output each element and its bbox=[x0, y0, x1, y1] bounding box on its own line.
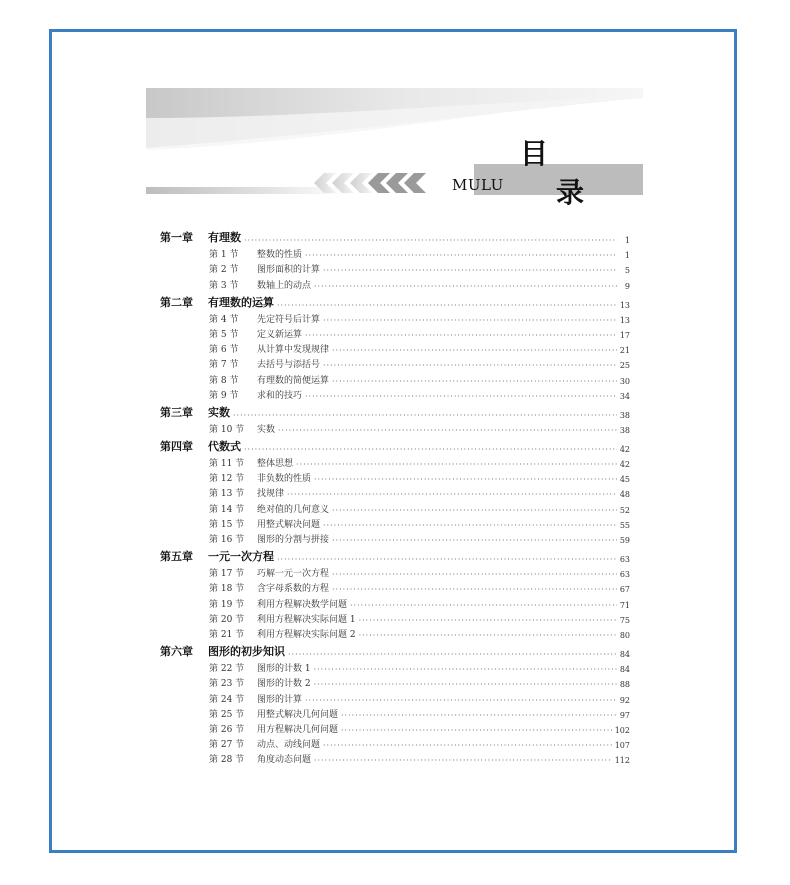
dot-leader bbox=[277, 555, 617, 564]
section-title: 找规律 bbox=[257, 489, 285, 500]
section-page-number: 38 bbox=[619, 425, 630, 435]
dot-leader bbox=[244, 445, 617, 454]
title-pinyin: MULU bbox=[452, 176, 504, 194]
section-number: 第 3 节 bbox=[209, 280, 239, 291]
dot-leader bbox=[314, 756, 612, 765]
section-title: 动点、动线问题 bbox=[257, 740, 321, 751]
section-page-number: 71 bbox=[619, 600, 630, 610]
section-page-number: 42 bbox=[619, 460, 630, 470]
toc-section-row[interactable] bbox=[160, 720, 630, 735]
section-title: 图形的计算 bbox=[257, 694, 303, 705]
section-number: 第 18 节 bbox=[209, 584, 245, 595]
chapter-title: 有理数 bbox=[208, 231, 241, 244]
section-number: 第 28 节 bbox=[209, 755, 245, 766]
section-title: 求和的技巧 bbox=[257, 390, 303, 401]
section-title: 有理数的简便运算 bbox=[257, 375, 330, 386]
section-title: 定义新运算 bbox=[257, 329, 303, 340]
section-title: 图形的计数 1 bbox=[257, 664, 311, 675]
toc-section-row[interactable] bbox=[160, 515, 630, 530]
section-number: 第 22 节 bbox=[209, 664, 245, 675]
chapter-number: 第三章 bbox=[160, 405, 193, 419]
section-number: 第 15 节 bbox=[209, 519, 245, 530]
toc-section-row[interactable] bbox=[160, 484, 630, 499]
section-page-number: 52 bbox=[619, 505, 630, 515]
section-page-number: 97 bbox=[619, 710, 630, 720]
dot-leader bbox=[332, 536, 617, 545]
chapter-number: 第四章 bbox=[160, 439, 193, 453]
section-number: 第 19 节 bbox=[209, 599, 245, 610]
toc-chapter-row[interactable] bbox=[160, 436, 630, 454]
section-title: 利用方程解决数学问题 bbox=[257, 599, 348, 610]
section-number: 第 2 节 bbox=[209, 265, 239, 276]
dot-leader bbox=[350, 601, 617, 610]
section-page-number: 84 bbox=[619, 665, 630, 675]
section-page-number: 30 bbox=[619, 376, 630, 386]
chapter-page-number: 42 bbox=[619, 444, 630, 454]
section-title: 巧解一元一次方程 bbox=[257, 569, 330, 580]
dot-leader bbox=[359, 616, 617, 625]
section-number: 第 21 节 bbox=[209, 629, 245, 640]
section-title: 图形面积的计算 bbox=[257, 265, 321, 276]
section-title: 用整式解决问题 bbox=[257, 519, 321, 530]
dot-leader bbox=[332, 346, 617, 355]
section-number: 第 24 节 bbox=[209, 694, 245, 705]
toc-section-row[interactable] bbox=[160, 275, 630, 290]
toc-section-row[interactable] bbox=[160, 705, 630, 720]
section-page-number: 9 bbox=[624, 281, 630, 291]
section-page-number: 63 bbox=[619, 570, 630, 580]
section-title: 实数 bbox=[257, 424, 276, 435]
section-title: 整体思想 bbox=[257, 459, 294, 470]
section-number: 第 16 节 bbox=[209, 535, 245, 545]
section-number: 第 6 节 bbox=[209, 345, 239, 356]
section-number: 第 27 节 bbox=[209, 740, 245, 751]
toc-section-row[interactable] bbox=[160, 310, 630, 325]
toc-chapter-row[interactable] bbox=[160, 292, 630, 310]
toc-section-row[interactable] bbox=[160, 689, 630, 704]
section-title: 从计算中发现规律 bbox=[257, 345, 330, 356]
toc-section-row[interactable] bbox=[160, 355, 630, 370]
section-title: 图形的计数 2 bbox=[257, 679, 311, 690]
title-char-mu: 目 bbox=[520, 137, 549, 170]
dot-leader bbox=[288, 650, 617, 659]
dot-leader bbox=[332, 585, 617, 594]
toc-section-row[interactable] bbox=[160, 386, 630, 401]
section-number: 第 14 节 bbox=[209, 504, 245, 515]
dot-leader bbox=[341, 711, 617, 720]
section-title: 角度动态问题 bbox=[257, 755, 312, 766]
dot-leader bbox=[287, 490, 617, 499]
section-number: 第 4 节 bbox=[209, 314, 239, 325]
toc-section-row[interactable] bbox=[160, 454, 630, 469]
section-page-number: 34 bbox=[619, 391, 630, 401]
dot-leader bbox=[278, 426, 617, 435]
toc-section-row[interactable] bbox=[160, 469, 630, 484]
toc-section-row[interactable] bbox=[160, 499, 630, 514]
section-page-number: 5 bbox=[624, 266, 630, 276]
section-title: 先定符号后计算 bbox=[257, 314, 321, 325]
dot-leader bbox=[314, 680, 617, 689]
section-number: 第 5 节 bbox=[209, 329, 239, 340]
section-page-number: 112 bbox=[614, 756, 630, 766]
section-number: 第 8 节 bbox=[209, 375, 239, 386]
toc-section-row[interactable] bbox=[160, 245, 630, 260]
dot-leader bbox=[314, 665, 617, 674]
section-number: 第 10 节 bbox=[209, 424, 245, 435]
chapter-page-number: 13 bbox=[619, 300, 630, 310]
dot-leader bbox=[359, 631, 617, 640]
toc-section-row[interactable] bbox=[160, 579, 630, 594]
dot-leader bbox=[323, 266, 617, 275]
toc-chapter-row[interactable] bbox=[160, 641, 630, 659]
dot-leader bbox=[305, 696, 617, 705]
section-page-number: 59 bbox=[619, 536, 630, 545]
section-title: 用整式解决几何问题 bbox=[257, 709, 339, 720]
toc-section-row[interactable] bbox=[160, 340, 630, 355]
section-number: 第 11 节 bbox=[209, 459, 245, 470]
chapter-page-number: 63 bbox=[619, 555, 630, 564]
section-page-number: 75 bbox=[619, 615, 630, 625]
section-page-number: 88 bbox=[619, 680, 630, 690]
toc-chapter-row[interactable] bbox=[160, 227, 630, 245]
chapter-page-number: 84 bbox=[619, 649, 630, 659]
toc-section-row[interactable] bbox=[160, 260, 630, 275]
toc-section-row[interactable] bbox=[160, 659, 630, 674]
section-page-number: 92 bbox=[619, 695, 630, 705]
section-title: 利用方程解决实际问题 1 bbox=[257, 614, 356, 625]
chapter-title: 实数 bbox=[208, 405, 230, 419]
chapter-number: 第二章 bbox=[160, 295, 193, 309]
section-title: 图形的分割与拼接 bbox=[257, 535, 330, 545]
section-page-number: 13 bbox=[619, 315, 630, 325]
dot-leader bbox=[323, 316, 617, 325]
dot-leader bbox=[332, 570, 617, 579]
section-page-number: 25 bbox=[619, 361, 630, 371]
chapter-title: 一元一次方程 bbox=[208, 550, 274, 563]
section-title: 含字母系数的方程 bbox=[257, 584, 330, 595]
title-char-lu: 录 bbox=[556, 176, 585, 209]
section-number: 第 26 节 bbox=[209, 724, 245, 735]
section-page-number: 17 bbox=[619, 330, 630, 340]
section-page-number: 1 bbox=[624, 251, 630, 261]
dot-leader bbox=[323, 741, 612, 750]
dot-leader bbox=[323, 521, 617, 530]
dot-leader bbox=[341, 726, 612, 735]
chapter-title: 代数式 bbox=[208, 439, 241, 453]
chapter-title: 有理数的运算 bbox=[208, 295, 274, 309]
section-page-number: 45 bbox=[619, 475, 630, 485]
section-title: 绝对值的几何意义 bbox=[257, 504, 330, 515]
dot-leader bbox=[314, 282, 617, 291]
dot-leader bbox=[332, 377, 617, 386]
chapter-page-number: 38 bbox=[619, 410, 630, 420]
section-page-number: 21 bbox=[619, 346, 630, 356]
section-number: 第 9 节 bbox=[209, 390, 239, 401]
toc-section-row[interactable] bbox=[160, 610, 630, 625]
section-number: 第 1 节 bbox=[209, 250, 239, 261]
section-page-number: 55 bbox=[619, 520, 630, 530]
dot-leader bbox=[305, 331, 617, 340]
dot-leader bbox=[277, 301, 617, 310]
section-number: 第 12 节 bbox=[209, 474, 245, 485]
toc-chapter-row[interactable] bbox=[160, 546, 630, 564]
dot-leader bbox=[244, 236, 617, 245]
section-number: 第 20 节 bbox=[209, 614, 245, 625]
section-title: 整数的性质 bbox=[257, 250, 303, 261]
toc-section-row[interactable] bbox=[160, 530, 630, 545]
dot-leader bbox=[332, 506, 617, 515]
section-title: 数轴上的动点 bbox=[257, 280, 312, 291]
section-number: 第 23 节 bbox=[209, 679, 245, 690]
chapter-title: 图形的初步知识 bbox=[208, 644, 285, 658]
section-number: 第 17 节 bbox=[209, 569, 245, 580]
toc-section-row[interactable] bbox=[160, 594, 630, 609]
toc-section-row[interactable] bbox=[160, 735, 630, 750]
toc-section-row[interactable] bbox=[160, 564, 630, 579]
section-page-number: 80 bbox=[619, 630, 630, 640]
dot-leader bbox=[314, 475, 617, 484]
chapter-number: 第六章 bbox=[160, 644, 193, 658]
section-page-number: 48 bbox=[619, 490, 630, 500]
section-number: 第 13 节 bbox=[209, 489, 245, 500]
section-title: 利用方程解决实际问题 2 bbox=[257, 629, 356, 640]
chapter-number: 第五章 bbox=[160, 550, 193, 563]
section-number: 第 7 节 bbox=[209, 360, 239, 371]
toc-chapter-row[interactable] bbox=[160, 402, 630, 420]
section-title: 去括号与添括号 bbox=[257, 360, 321, 371]
dot-leader bbox=[305, 251, 617, 260]
toc-section-row[interactable] bbox=[160, 674, 630, 689]
dot-leader bbox=[233, 411, 617, 420]
section-number: 第 25 节 bbox=[209, 709, 245, 720]
toc-section-row[interactable] bbox=[160, 625, 630, 640]
toc-section-row[interactable] bbox=[160, 370, 630, 385]
dot-leader bbox=[323, 361, 617, 370]
dot-leader bbox=[296, 460, 617, 469]
section-title: 非负数的性质 bbox=[257, 474, 312, 485]
dot-leader bbox=[305, 392, 617, 401]
toc-section-row[interactable] bbox=[160, 750, 630, 765]
chapter-number: 第一章 bbox=[160, 231, 193, 244]
toc-section-row[interactable] bbox=[160, 325, 630, 340]
chapter-page-number: 1 bbox=[624, 236, 630, 245]
toc-section-row[interactable] bbox=[160, 420, 630, 435]
section-title: 用方程解决几何问题 bbox=[257, 724, 339, 735]
table-of-contents bbox=[160, 226, 630, 765]
section-page-number: 67 bbox=[619, 585, 630, 595]
section-page-number: 107 bbox=[614, 741, 630, 751]
section-page-number: 102 bbox=[614, 725, 630, 735]
